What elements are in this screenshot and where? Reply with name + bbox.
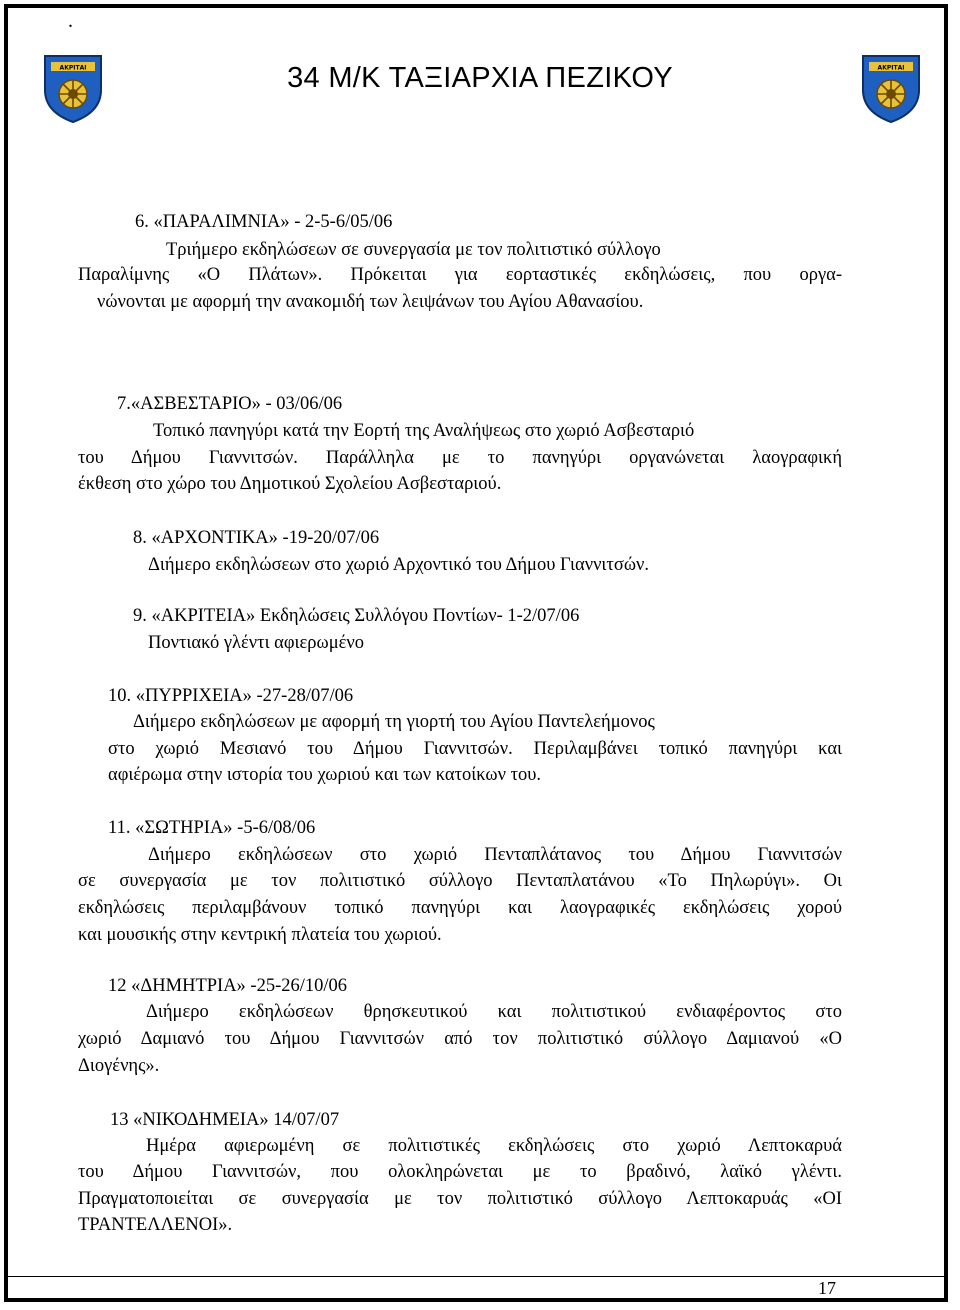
item-line: σε συνεργασία με τον πολιτιστικό σύλλογο Πενταπλατάνου «Το Πηλωρύγι». Οι bbox=[78, 871, 842, 891]
item-heading: 10. «ΠΥΡΡΙΧΕΙΑ» -27-28/07/06 bbox=[108, 686, 354, 706]
item-heading: 11. «ΣΩΤΗΡΙΑ» -5-6/08/06 bbox=[108, 818, 316, 838]
item-line: στο χωριό Μεσιανό του Δήμου Γιαννιτσών. Περιλαμβάνει τοπικό πανηγύρι και bbox=[108, 739, 842, 759]
page-border bbox=[4, 4, 948, 1302]
item-line: Διογένης». bbox=[78, 1056, 160, 1076]
item-line: Ημέρα αφιερωμένη σε πολιτιστικές εκδηλώσεις στο χωριό Λεπτοκαρυά bbox=[146, 1136, 842, 1156]
item-line: νώνονται με αφορμή την ανακομιδή των λειψάνων του Αγίου Αθανασίου. bbox=[97, 292, 644, 312]
item-line: εκδηλώσεις περιλαμβάνουν τοπικό πανηγύρι και λαογραφικές εκδηλώσεις χορού bbox=[78, 898, 842, 918]
page-number: 17 bbox=[818, 1278, 836, 1298]
item-line: Διήμερο εκδηλώσεων στο χωριό Πενταπλάτανος του Δήμου Γιαννιτσών bbox=[148, 845, 842, 865]
item-line: Ποντιακό γλέντι αφιερωμένο bbox=[148, 633, 365, 653]
item-heading: 8. «ΑΡΧΟΝΤΙΚΑ» -19-20/07/06 bbox=[133, 528, 380, 548]
svg-text:ΑΚΡΙΤΑΙ: ΑΚΡΙΤΑΙ bbox=[59, 64, 87, 72]
item-line: έκθεση στο χώρο του Δημοτικού Σχολείου Ασβεσταριού. bbox=[78, 474, 502, 494]
item-heading: 12 «ΔΗΜΗΤΡΙΑ» -25-26/10/06 bbox=[108, 976, 348, 996]
header-dot: . bbox=[68, 10, 73, 32]
item-line: Διήμερο εκδηλώσεων με αφορμή τη γιορτή του Αγίου Παντελεήμονος bbox=[133, 712, 655, 732]
item-line: Παραλίμνης «Ο Πλάτων». Πρόκειται για εορταστικές εκδηλώσεις, που οργα- bbox=[78, 265, 842, 285]
item-line: Διήμερο εκδηλώσεων θρησκευτικού και πολιτιστικού ενδιαφέροντος στο bbox=[146, 1002, 842, 1022]
item-heading: 13 «ΝΙΚΟΔΗΜΕΙΑ» 14/07/07 bbox=[110, 1110, 340, 1130]
item-line: Πραγματοποιείται σε συνεργασία με τον πολιτιστικό σύλλογο Λεπτοκαρυάς «ΟΙ bbox=[78, 1189, 842, 1209]
item-heading: 6. «ΠΑΡΑΛΙΜΝΙΑ» - 2-5-6/05/06 bbox=[135, 212, 393, 232]
item-line: Διήμερο εκδηλώσεων στο χωριό Αρχοντικό του Δήμου Γιαννιτσών. bbox=[148, 555, 649, 575]
svg-text:ΑΚΡΙΤΑΙ: ΑΚΡΙΤΑΙ bbox=[877, 64, 905, 72]
item-line: του Δήμου Γιαννιτσών. Παράλληλα με το πανηγύρι οργανώνεται λαογραφική bbox=[78, 448, 842, 468]
item-heading: 7.«ΑΣΒΕΣΤΑΡΙΟ» - 03/06/06 bbox=[117, 394, 343, 414]
item-line: και μουσικής στην κεντρική πλατεία του χωριού. bbox=[78, 925, 442, 945]
item-line: του Δήμου Γιαννιτσών, που ολοκληρώνεται με το βραδινό, λαϊκό γλέντι. bbox=[78, 1162, 842, 1182]
item-line: αφιέρωμα στην ιστορία του χωριού και των κατοίκων του. bbox=[108, 765, 542, 785]
footer-divider bbox=[8, 1276, 944, 1277]
item-line: Τριήμερο εκδηλώσεων σε συνεργασία με τον πολιτιστικό σύλλογο bbox=[166, 240, 661, 260]
page-title: 34 Μ/Κ ΤΑΞΙΑΡΧΙΑ ΠΕΖΙΚΟΥ bbox=[287, 62, 673, 94]
item-heading: 9. «ΑΚΡΙΤΕΙΑ» Εκδηλώσεις Συλλόγου Ποντίων- 1-2/07/06 bbox=[133, 606, 580, 626]
item-line: ΤΡΑΝΤΕΛΛΕΝΟΙ». bbox=[78, 1215, 233, 1235]
item-line: Τοπικό πανηγύρι κατά την Εορτή της Αναλήψεως στο χωριό Ασβεσταριό bbox=[153, 421, 695, 441]
item-line: χωριό Δαμιανό του Δήμου Γιαννιτσών από τον πολιτιστικό σύλλογο Δαμιανού «Ο bbox=[78, 1029, 842, 1049]
